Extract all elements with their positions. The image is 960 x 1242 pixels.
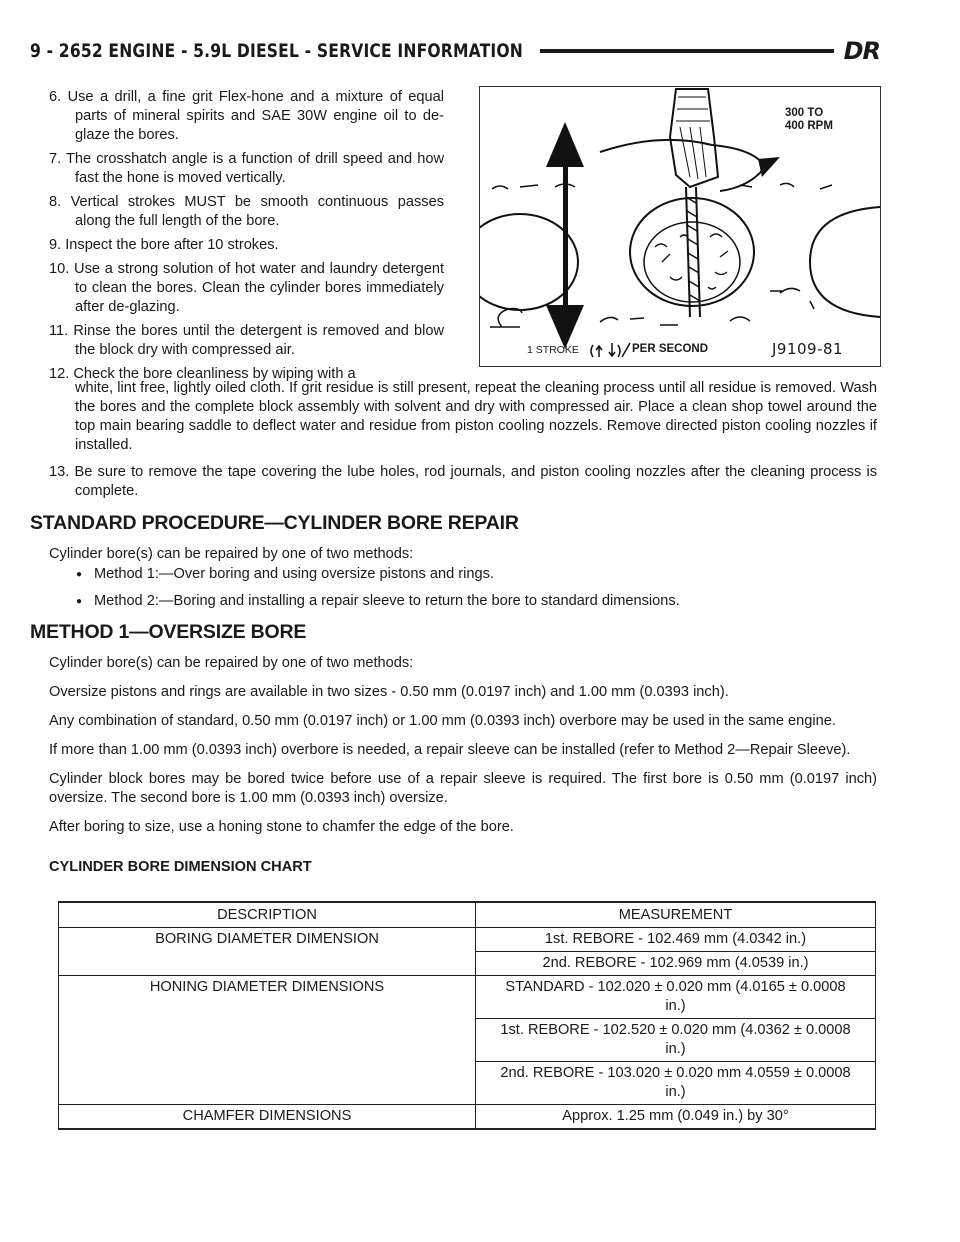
stroke-label: 1 STROKE [527,344,579,356]
bullet-method-1 [76,565,876,584]
table-header-row [59,902,876,928]
rpm-label [785,107,833,133]
step-7: 7. The crosshatch angle is a function of drill speed and how fast the hone is moved vertically. [49,151,444,186]
step-8: 8. Vertical strokes MUST be smooth continuous passes along the full length of the bore. [49,194,444,229]
step-11: 11. Rinse the bores until the detergent is removed and blow the block dry with compressed air. [49,323,444,358]
cell-honing-1: 1st. REBORE - 102.520 ± 0.020 mm (4.0362 ± 0.0008 in.) [476,1019,876,1062]
step-12-text: white, lint free, lightly oiled cloth. If grit residue is still present, repeat the cleaning process until all residue is removed. Wash the bores and the complete block assembly with solvent and dry with compressed air. Place a clean shop towel around the top main bearing saddle to deflect water and residue from piston cooling nozzels. Remove directed piston cooling nozzles if installed. [75,380,877,453]
cell-chamfer: Approx. 1.25 mm (0.049 in.) by 30° [476,1105,876,1130]
section2-para-6: After boring to size, use a honing stone to chamfer the edge of the bore. [49,819,514,835]
dimension-chart-title: CYLINDER BORE DIMENSION CHART [49,859,312,875]
row-desc-chamfer: CHAMFER DIMENSIONS [59,1105,476,1130]
honing-figure [479,86,881,367]
section2-para-1: Cylinder bore(s) can be repaired by one of two methods: [49,655,414,671]
header-measurement: MEASUREMENT [476,902,876,928]
bullet-text: Method 1:—Over boring and using oversize pistons and rings. [94,566,494,582]
header-logo-mark: DR [843,37,880,65]
cell-honing-std: STANDARD - 102.020 ± 0.020 mm (4.0165 ± 0.0008 in.) [476,976,876,1019]
bullet-dot-icon: ● [76,569,83,580]
section2-para-4: If more than 1.00 mm (0.0393 inch) overbore is needed, a repair sleeve can be installed (refer to Method 2—Repair Sleeve). [49,742,851,758]
row-desc-boring: BORING DIAMETER DIMENSION [59,928,476,976]
bullet-method-2 [76,592,876,611]
step-12-continued [75,379,877,460]
bullet-dot-icon: ● [76,596,83,607]
figure-id: J9109-81 [772,340,844,358]
table-row [59,976,876,1019]
section1-intro: Cylinder bore(s) can be repaired by one of two methods: [49,546,414,562]
per-second-label: PER SECOND [632,343,709,355]
header-description: DESCRIPTION [59,902,476,928]
header-title: 9 - 2652 ENGINE - 5.9L DIESEL - SERVICE INFORMATION [30,40,523,62]
step-6: 6. Use a drill, a fine grit Flex-hone and a mixture of equal parts of mineral spirits and SAE 30W engine oil to de-glaze the bores. [49,89,444,143]
page-header [30,38,880,64]
step-9: 9. Inspect the bore after 10 strokes. [49,237,279,253]
cell-boring-1: 1st. REBORE - 102.469 mm (4.0342 in.) [476,928,876,952]
bore-dimension-table [58,901,876,1130]
method-bullets [76,565,876,619]
section2-body [49,654,877,847]
step-12-start: 12. Check the bore cleanliness by wiping with a [49,366,356,382]
table-row [59,1105,876,1130]
cell-honing-2: 2nd. REBORE - 103.020 ± 0.020 mm 4.0559 ± 0.0008 in.) [476,1062,876,1105]
steps-list-top [49,88,444,384]
rpm-line2: 400 RPM [785,120,833,132]
table-row [59,928,876,952]
step-13-block [49,463,877,506]
header-rule [540,49,834,53]
step-13: 13. Be sure to remove the tape covering the lube holes, rod journals, and piston cooling nozzles after the cleaning process is complete. [49,464,877,499]
section-heading-bore-repair: STANDARD PROCEDURE—CYLINDER BORE REPAIR [30,512,519,534]
rpm-line1: 300 TO [785,107,824,119]
section2-para-3: Any combination of standard, 0.50 mm (0.0197 inch) or 1.00 mm (0.0393 inch) overbore may be used in the same engine. [49,713,836,729]
section2-para-2: Oversize pistons and rings are available in two sizes - 0.50 mm (0.0197 inch) and 1.00 mm (0.0393 inch). [49,684,729,700]
cell-boring-2: 2nd. REBORE - 102.969 mm (4.0539 in.) [476,952,876,976]
row-desc-honing: HONING DIAMETER DIMENSIONS [59,976,476,1105]
section2-para-5: Cylinder block bores may be bored twice before use of a repair sleeve is required. The first bore is 0.50 mm (0.0197 inch) oversize. The second bore is 1.00 mm (0.0393 inch) oversize. [49,771,877,806]
section-heading-oversize-bore: METHOD 1—OVERSIZE BORE [30,621,307,643]
bullet-text: Method 2:—Boring and installing a repair sleeve to return the bore to standard dimensions. [94,593,680,609]
step-10: 10. Use a strong solution of hot water and laundry detergent to clean the bores. Clean the cylinder bores immediately after de-glazing. [49,261,444,315]
